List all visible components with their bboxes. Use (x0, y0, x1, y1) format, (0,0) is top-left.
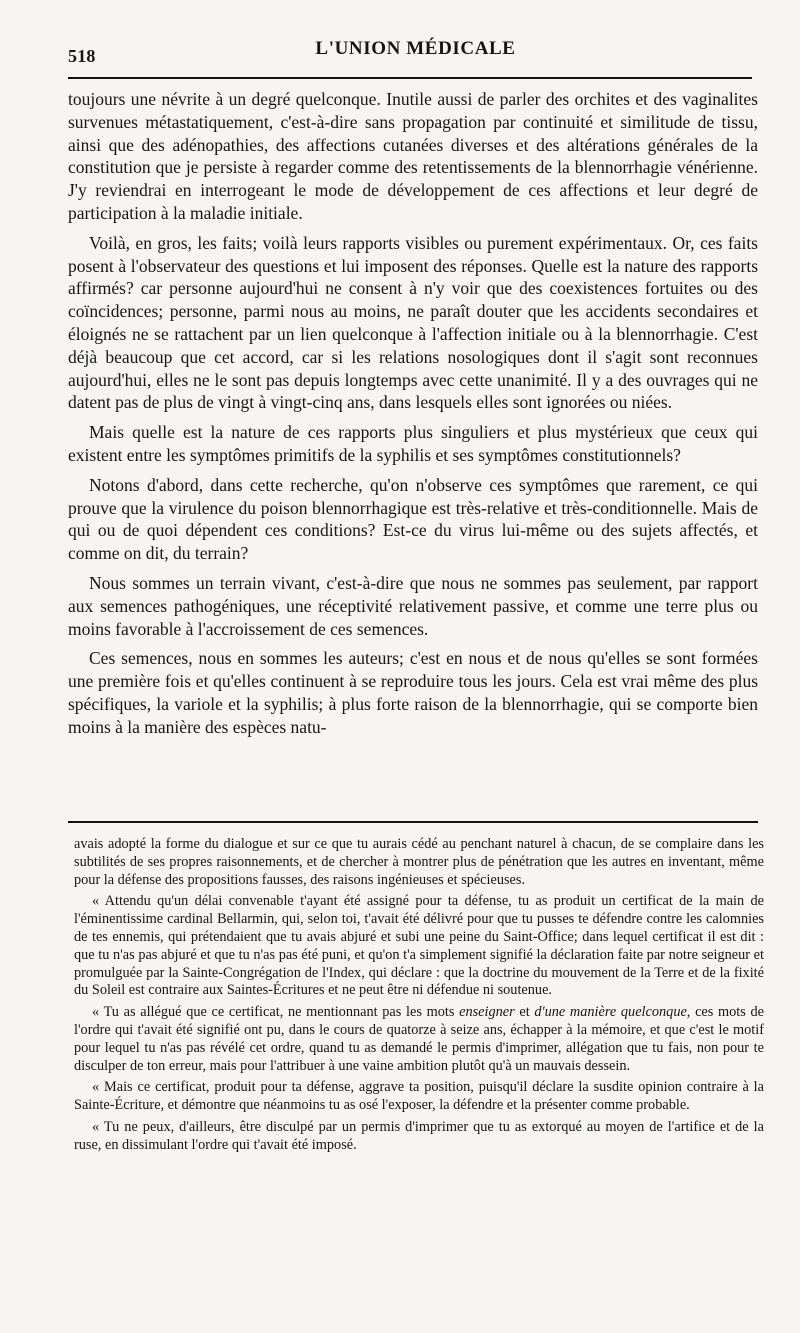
footnote-paragraph-1: avais adopté la forme du dialogue et sur ce que tu aurais cédé au penchant naturel à chacun, de se complaire dans les subtilités de ses propres raisonnements, et de chercher à montrer plus de pénétration que les autres en inventant, même pour la défense des propositions fausses, des raisons ingénieuses et spécieuses. (74, 836, 764, 888)
running-title: L'UNION MÉDICALE (315, 38, 516, 59)
main-text (68, 88, 758, 746)
footnote-paragraph-4: « Mais ce certificat, produit pour ta défense, aggrave ta position, puisqu'il déclare la susdite opinion contraire à la Sainte-Écriture, et démontre que néanmoins tu as osé l'exposer, la défendre et la présenter comme probable. (74, 1079, 764, 1114)
main-paragraph-2: Voilà, en gros, les faits; voilà leurs rapports visibles ou purement expérimentaux. Or, ces faits posent à l'observateur des questions et lui imposent des réponses. Quelle est la nature des rapports affirmés? car personne aujourd'hui ne consent à n'y voir que des coexistences fortuites ou des coïncidences; personne, parmi nous au moins, ne paraît douter que les accidents secondaires et éloignés ne se rattachent par un lien quelconque à l'affection initiale ou à la blennorrhagie. C'est déjà beaucoup que cet accord, car si les relations nosologiques dont il s'agit sont reconnues aujourd'hui, elles ne le sont pas depuis longtemps avec cette unanimité. Il y a des ouvrages qui ne datent pas de plus de vingt à vingt-cinq ans, dans lesquels elles sont ignorées ou niées. (68, 232, 758, 413)
footnote-emphasis-enseigner: enseigner (459, 1004, 515, 1021)
footnote-rule (68, 821, 758, 823)
main-paragraph-1: toujours une névrite à un degré quelconque. Inutile aussi de parler des orchites et des vaginalites survenues métastatiquement, c'est-à-dire sans propagation par continuité et similitude de tissu, ainsi que des adénopathies, des affections cutanées diverses et des altérations générales de la constitution que je persiste à regarder comme des retentissements de la blennorrhagie vénérienne. J'y reviendrai en interrogeant le mode de développement de ces affections et leur degré de participation à la maladie initiale. (68, 89, 758, 223)
footnote-paragraph-2: « Attendu qu'un délai convenable t'ayant été assigné pour ta défense, tu as produit un certificat de la main de l'éminentissime cardinal Bellarmin, qui, selon toi, t'avait été délivré pour que tu pusses te défendre contre les calomnies de tes ennemis, qui prétendaient que tu avais abjuré et subi une peine du Saint-Office; dans lequel certificat il est dit : que tu n'as pas abjuré et que tu n'as pas été puni, et qu'on t'a simplement signifié la déclaration faite par notre seigneur et promulguée par la Sainte-Congrégation de l'Index, qui déclare : que la doctrine du mouvement de la Terre et de la fixité du Soleil est contraire aux Saintes-Écritures et ne peut être ni défendue ni soutenue. (74, 893, 764, 999)
footnote-emphasis-maniere: d'une manière quelconque, (534, 1004, 691, 1021)
main-paragraph-6: Ces semences, nous en sommes les auteurs; c'est en nous et de nous qu'elles se sont formées une première fois et qu'elles continuent à se reproduire tous les jours. Cela est vrai même des plus spécifiques, la variole et la syphilis; à plus forte raison de la blennorrhagie, qui se comporte bien moins à la manière des espèces natu- (68, 648, 758, 737)
footnote-text: ces mots de l'ordre qui t'avait été signifié ont pu, dans le cours de quatorze à seize ans, échapper à la mémoire, et que c'est le motif pour lequel tu n'as pas révélé cet ordre, quand tu as demandé le permis d'imprimer, allégation que tu fais, non pour te disculper de ton erreur, mais pour l'attribuer à une vaine ambition plutôt qu'à un mauvais dessein. (74, 1004, 764, 1074)
footnote-text: et (514, 1004, 535, 1021)
page-header (68, 34, 763, 76)
main-paragraph-3: Mais quelle est la nature de ces rapports plus singuliers et plus mystérieux que ceux qui existent entre les symptômes primitifs de la syphilis et ses symptômes constitutionnels? (68, 422, 758, 465)
footnote-paragraph-5: « Tu ne peux, d'ailleurs, être disculpé par un permis d'imprimer que tu as extorqué au moyen de l'artifice et de la ruse, en dissimulant l'ordre qui t'avait été imposé. (74, 1118, 764, 1153)
header-rule (68, 77, 752, 79)
main-paragraph-4: Notons d'abord, dans cette recherche, qu'on n'observe ces symptômes que rarement, ce qui prouve que la virulence du poison blennorrhagique est très-relative et très-conditionnelle. Mais de qui ou de quoi dépendent ces conditions? Est-ce du virus lui-même ou des sujets affectés, et comme on dit, du terrain? (68, 474, 758, 564)
main-paragraph-5: Nous sommes un terrain vivant, c'est-à-dire que nous ne sommes pas seulement, par rapport aux semences pathogéniques, une réceptivité relativement passive, et comme une terre plus ou moins favorable à l'accroissement de ces semences. (68, 572, 758, 639)
footnotes (74, 836, 764, 1159)
footnote-paragraph-3 (74, 1004, 764, 1075)
page-number: 518 (68, 46, 96, 66)
footnote-text: « Tu as allégué que ce certificat, ne mentionnant pas les mots (92, 1004, 460, 1021)
